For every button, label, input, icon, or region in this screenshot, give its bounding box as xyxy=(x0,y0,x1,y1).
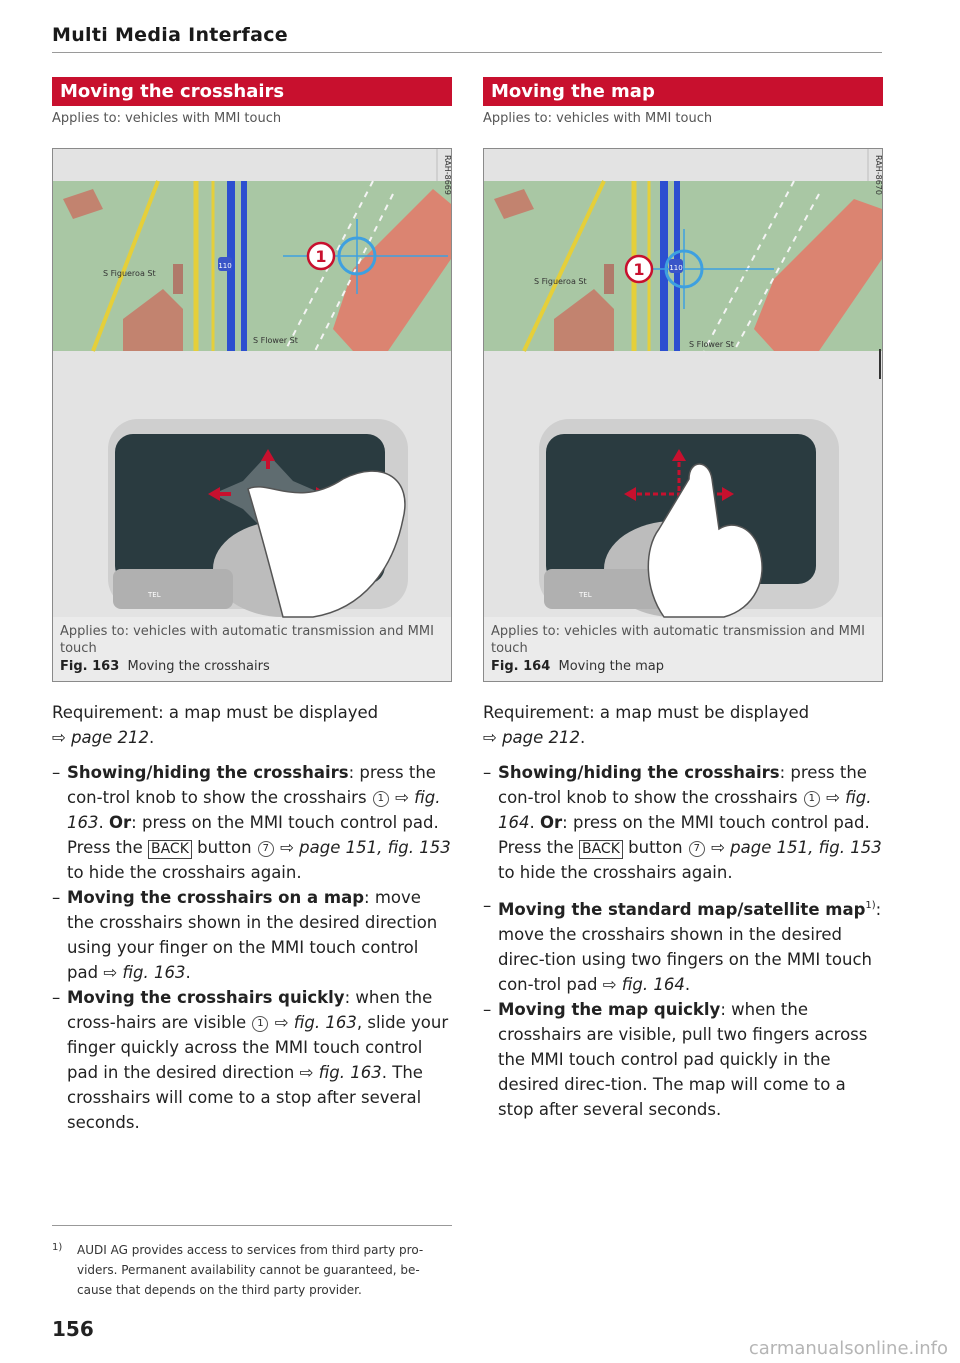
bullet-end: . xyxy=(185,963,191,982)
bullet-heading: Moving the map quickly xyxy=(498,1000,721,1019)
map-view xyxy=(484,149,883,379)
instruction-list xyxy=(483,760,883,1122)
footnote-mark: 1) xyxy=(52,1242,63,1253)
list-item: – Showing/hiding the crosshairs: press the con-trol knob to show the crosshairs 1 ⇨ fig. 163. Or: press on the MMI touch control pad. Press the BACK button 7 ⇨ page 151, fig. 153 to hide the crosshairs again. xyxy=(52,763,451,882)
fig-ref[interactable]: ⇨ fig. 163 xyxy=(67,788,441,832)
requirement xyxy=(52,700,452,750)
fig-ref[interactable]: ⇨ fig. 164 xyxy=(602,975,685,994)
or-text: : press on the MMI touch control pad. Press the xyxy=(498,813,870,857)
instruction-list xyxy=(52,760,452,1135)
list-item: – Moving the crosshairs on a map: move the crosshairs shown in the desired direction using your finger on the MMI touch control pad ⇨ fig. 163. xyxy=(52,888,438,982)
callout-ref: 1 xyxy=(804,791,820,807)
figure-caption xyxy=(53,617,451,681)
bullet-text: : move the crosshairs shown in the desired direc-tion using two fingers on the MMI touch con-trol pad xyxy=(498,900,882,994)
footnote-ref: 1) xyxy=(865,900,876,911)
requirement-ref[interactable]: ⇨ page 212 xyxy=(52,728,150,747)
back-key: BACK xyxy=(148,840,192,859)
console-label: TEL xyxy=(579,591,592,599)
requirement-end: . xyxy=(149,728,155,747)
figure-code: RAH-8670 xyxy=(874,155,883,195)
page-header xyxy=(52,24,882,53)
figure-illustration xyxy=(53,149,451,617)
caption-fig-text: Moving the crosshairs xyxy=(127,659,270,674)
fig-ref[interactable]: ⇨ fig. 164 xyxy=(498,788,872,832)
bullet-end: to hide the crosshairs again. xyxy=(498,863,733,882)
bullet-end: to hide the crosshairs again. xyxy=(67,863,302,882)
requirement-end: . xyxy=(580,728,586,747)
callout-1: 1 xyxy=(315,247,327,266)
applies-to: Applies to: vehicles with MMI touch xyxy=(483,111,713,126)
caption-applies: Applies to: vehicles with automatic transmission and MMI touch xyxy=(60,624,434,656)
button-word: button xyxy=(628,838,683,857)
applies-to: Applies to: vehicles with MMI touch xyxy=(52,111,282,126)
figure-code: RAH-8669 xyxy=(443,155,452,195)
bullet-end: . xyxy=(98,813,104,832)
console-label: TEL xyxy=(148,591,161,599)
bullet-text: , slide your finger quickly across the MMI touch control pad in the desired direction xyxy=(67,1013,449,1082)
requirement-ref[interactable]: ⇨ page 212 xyxy=(483,728,581,747)
or-label: Or xyxy=(540,813,563,832)
bullet-text: : when the cross-hairs are visible xyxy=(67,988,433,1032)
street-label-figueroa: S Figueroa St xyxy=(103,269,156,278)
requirement xyxy=(483,700,883,750)
street-label-flower: S Flower St xyxy=(689,340,734,349)
section-moving-crosshairs xyxy=(52,77,452,1135)
requirement-text: Requirement: a map must be displayed xyxy=(52,703,379,722)
footnote-text: AUDI AG provides access to services from third party pro-viders. Permanent availability cannot be guaranteed, be-cause that depends on the third party provider. xyxy=(77,1243,424,1297)
or-text: : press on the MMI touch control pad. Press the xyxy=(67,813,439,857)
section-title: Moving the crosshairs xyxy=(52,77,452,106)
bullet-heading: Showing/hiding the crosshairs xyxy=(67,763,349,782)
figure-164 xyxy=(483,148,883,682)
fig-ref[interactable]: ⇨ fig. 163 xyxy=(103,963,186,982)
bullet-text: : when the crosshairs are visible, pull two fingers across the MMI touch control pad quickly in the desired direc-tion. The map will come to a stop after several seconds. xyxy=(498,1000,868,1119)
figure-caption xyxy=(484,617,882,681)
footnote-divider xyxy=(52,1225,452,1226)
requirement-text: Requirement: a map must be displayed xyxy=(483,703,810,722)
street-label-figueroa: S Figueroa St xyxy=(534,277,587,286)
mmi-console xyxy=(539,419,839,617)
bullet-end: . The crosshairs will come to a stop after several seconds. xyxy=(67,1063,423,1132)
freeway-shield: 110 xyxy=(669,264,683,272)
page-number: 156 xyxy=(52,1317,94,1341)
section-moving-map xyxy=(483,77,883,1122)
callout-ref: 1 xyxy=(252,1016,268,1032)
bullet-end: . xyxy=(684,975,691,994)
section-title: Moving the map xyxy=(483,77,883,106)
callout-ref: 7 xyxy=(689,841,705,857)
callout-1: 1 xyxy=(633,260,645,279)
button-word: button xyxy=(197,838,252,857)
callout-ref: 1 xyxy=(373,791,389,807)
watermark: carmanualsonline.info xyxy=(748,1338,948,1359)
caption-fig-text: Moving the map xyxy=(558,659,664,674)
bullet-text: : press the con-trol knob to show the crosshairs xyxy=(67,763,436,807)
callout-ref: 7 xyxy=(258,841,274,857)
fig-ref[interactable]: ⇨ fig. 163 xyxy=(274,1013,357,1032)
list-item: – Moving the standard map/satellite map$^{1)}$: move the crosshairs shown in the desired direc-tion using two fingers on the MMI touch con-trol pad ⇨ fig. 164. xyxy=(483,896,882,994)
list-item: – Moving the crosshairs quickly: when the cross-hairs are visible 1 ⇨ fig. 163, slide your finger quickly across the MMI touch control pad in the desired direction ⇨ fig. 163. The crosshairs will come to a stop after several seconds. xyxy=(52,988,449,1132)
fig-ref[interactable]: ⇨ fig. 163 xyxy=(299,1063,382,1082)
street-label-flower: S Flower St xyxy=(253,336,298,345)
or-label: Or xyxy=(109,813,132,832)
list-item: – Showing/hiding the crosshairs: press the con-trol knob to show the crosshairs 1 ⇨ fig. 164. Or: press on the MMI touch control pad. Press the BACK button 7 ⇨ page 151, fig. 153 to hide the crosshairs again. xyxy=(483,763,882,882)
caption-applies: Applies to: vehicles with automatic transmission and MMI touch xyxy=(491,624,865,656)
back-key: BACK xyxy=(579,840,623,859)
page-ref[interactable]: ⇨ page 151, fig. 153 xyxy=(711,838,882,857)
bullet-heading: Moving the crosshairs on a map xyxy=(67,888,365,907)
bullet-heading: Moving the crosshairs quickly xyxy=(67,988,345,1007)
footnote xyxy=(52,1240,452,1300)
figure-illustration xyxy=(484,149,882,617)
figure-163 xyxy=(52,148,452,682)
mmi-console xyxy=(108,419,408,617)
caption-fig-number: Fig. 164 xyxy=(491,659,551,674)
freeway-shield: 110 xyxy=(218,262,232,270)
bullet-end: . xyxy=(529,813,535,832)
bullet-heading: Moving the standard map/satellite map xyxy=(498,900,866,919)
page-ref[interactable]: ⇨ page 151, fig. 153 xyxy=(280,838,451,857)
caption-fig-number: Fig. 163 xyxy=(60,659,120,674)
header-title: Multi Media Interface xyxy=(52,24,288,46)
bullet-text: : press the con-trol knob to show the crosshairs xyxy=(498,763,867,807)
bullet-heading: Showing/hiding the crosshairs xyxy=(498,763,780,782)
list-item: – Moving the map quickly: when the crosshairs are visible, pull two fingers across the MMI touch control pad quickly in the desired direc-tion. The map will come to a stop after several seconds. xyxy=(483,1000,868,1119)
bullet-text: : move the crosshairs shown in the desired direction using your finger on the MMI touch control pad xyxy=(67,888,438,982)
